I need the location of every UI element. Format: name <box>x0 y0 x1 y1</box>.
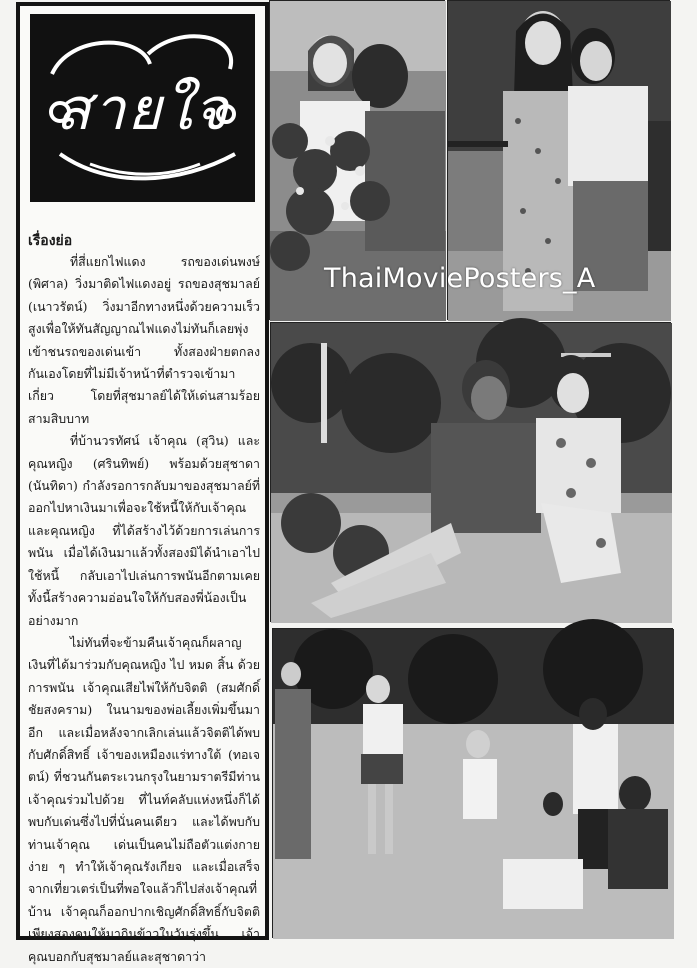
paragraph: ที่บ้านวรทัศน์ เจ้าคุณ (สุวิน) และคุณหญิง (ศรินทิพย์) พร้อมด้วยสุชาดา (นันทิดา) กำลังรอการกลับมาของสุชมาลย์ที่ออกไปหาเงินมาเพื่อจะใช้หนี้ให้กับเจ้าคุณและคุณหญิง ที่ได้สร้างไว้ด้วยการเล่นการพนัน เมื่อได้เงินมาแล้วทั้งสองมิได้นำเอาไปใช้หนี้ กลับเอาไปเล่นการพนันอีกตามเคย ทั้งนี้สร้างความอ่อนใจให้กับสองพี่น้องเป็นอย่างมาก <box>28 433 260 628</box>
title-logo <box>30 14 255 202</box>
paragraph: ไม่ทันที่จะข้ามคืนเจ้าคุณก็ผลาญเงินที่ได้มาร่วมกับคุณหญิง ไป หมด สิ้น ด้วยการพนัน เจ้าคุณเสียไพ่ให้กับจิตติ (สมศักดิ์ชัยสงคราม) ในนามของพ่อเลี้ยงเพิ่มขึ้นมาอีก และเมื่อหลังจากเลิกเล่นแล้วจิตติได้พบกับศักดิ์สิทธิ์ เจ้าของเหมืองแร่ทางใต้ (ทอเจตน์) ที่ชวนกันตระเวนกรุงในยามราตรีมีท่านเจ้าคุณร่วมไปด้วย ที่ไนท์คลับแห่งหนึ่งก็ได้พบกับเด่นซึ่งไปที่นั่นคนเดียว และได้พบกับท่านเจ้าคุณ เด่นเป็นคนไม่ถือตัวแต่งกายง่าย ๆ ทำให้เจ้าคุณรังเกียจ และเมื่อเสร็จจากเที่ยวเตร่เป็นที่พอใจแล้วก็ไปส่งเจ้าคุณที่บ้าน เจ้าคุณก็ออกปากเชิญศักดิ์สิทธิ์กับจิตติเพียงสองคนให้มากินข้าวในวันรุ่งขึ้น เจ้าคุณบอกกับสุชมาลย์และสุชาดาว่า <box>28 634 260 964</box>
paragraph: ที่สี่แยกไฟแดง รถของเด่นพงษ์ (พิศาล) วิ่งมาติดไฟแดงอยู่ รถของสุชมาลย์ (เนาวรัตน์) วิ่งมาอีกทางหนึ่งด้วยความเร็วสูงเพื่อให้ทันสัญญาณไฟแดงไม่ทันก็เลยพุ่งเข้าชนรถของเด่นเข้า ทั้งสองฝ่ายตกลงกันเองโดยที่ไม่มีเจ้าหน้าที่ตำรวจเข้ามาเกี่ยว โดยที่สุชมาลย์ได้ให้เด่นสามร้อยสามสิบบาท <box>28 254 260 426</box>
title-text: สายใจ <box>55 74 230 143</box>
synopsis <box>28 231 260 964</box>
photo-couple-lawn <box>270 322 671 622</box>
photo-picnic-group <box>272 628 673 938</box>
watermark-text: ThaiMoviePosters_A <box>324 263 596 294</box>
synopsis-heading: เรื่องย่อ <box>28 233 73 249</box>
article-column <box>16 2 269 964</box>
